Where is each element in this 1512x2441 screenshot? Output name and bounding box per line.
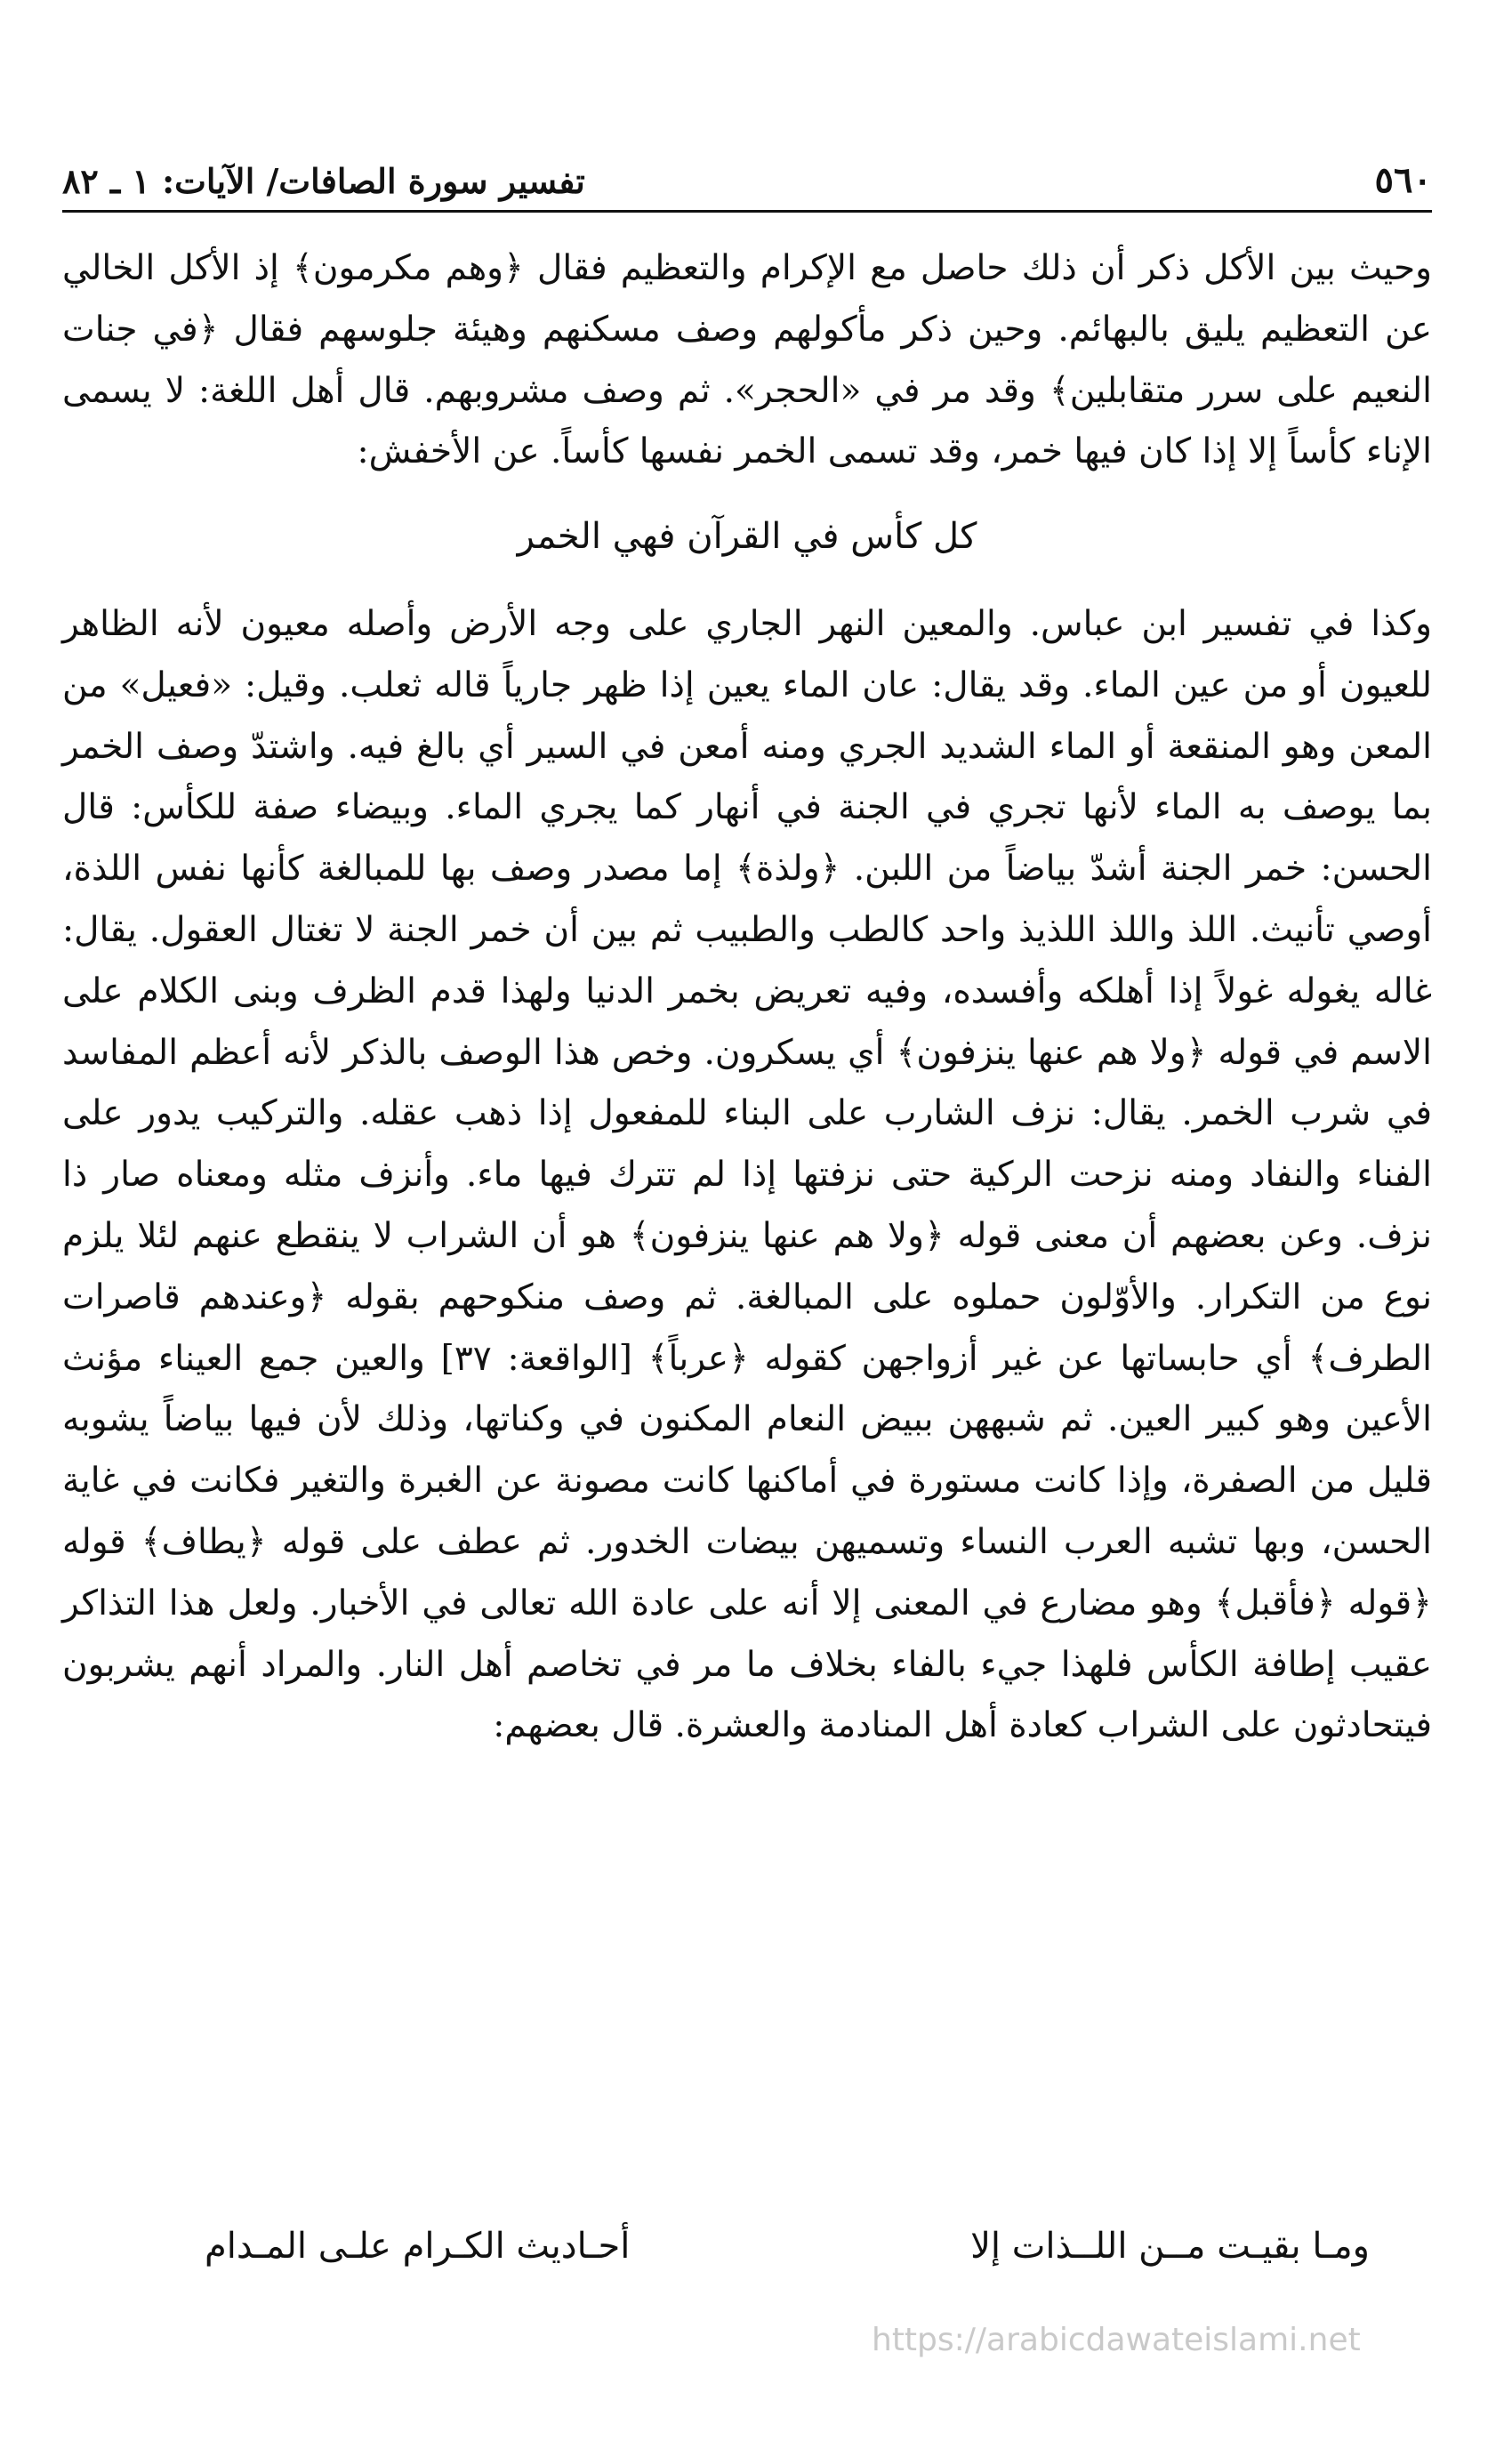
- paragraph-1: وحيث بين الأكل ذكر أن ذلك حاصل مع الإكرام والتعظيم فقال ﴿وهم مكرمون﴾ إذ الأكل الخالي عن التعظيم يليق بالبهائم. وحين ذكر مأكولهم وصف مسكنهم وهيئة جلوسهم فقال ﴿في جنات النعيم على سرر متقابلين﴾ وقد مر في «الحجر». ثم وصف مشروبهم. قال أهل اللغة: لا يسمى الإناء كأساً إلا إذا كان فيها خمر، وقد تسمى الخمر نفسها كأساً. عن الأخفش:: [62, 248, 1432, 472]
- running-title: تفسير سورة الصافات/ الآيات: ١ ـ ٨٢: [62, 161, 585, 201]
- poem-verse: [205, 2215, 1370, 2277]
- poem-hemistich-2: أحـاديث الكـرام علـى المـدام: [205, 2226, 631, 2267]
- watermark-url: https://arabicdawateislami.net: [872, 2322, 1361, 2358]
- page-header: [62, 149, 1432, 201]
- page-number: ٥٦٠: [1374, 159, 1432, 201]
- paragraph-2: وكذا في تفسير ابن عباس. والمعين النهر الجاري على وجه الأرض وأصله معيون لأنه الظاهر للعيون أو من عين الماء. وقد يقال: عان الماء يعين إذا ظهر جارياً قاله ثعلب. وقيل: «فعيل» من المعن وهو المنقعة أو الماء الشديد الجري ومنه أمعن في السير أي بالغ فيه. واشتدّ وصف الخمر بما يوصف به الماء لأنها تجري في الجنة في أنهار كما يجري الماء. وبيضاء صفة للكأس: قال الحسن: خمر الجنة أشدّ بياضاً من اللبن. ﴿ولذة﴾ إما مصدر وصف بها للمبالغة كأنها نفس اللذة، أوصي تأنيث. اللذ واللذ اللذيذ واحد كالطب والطبيب ثم بين أن خمر الجنة لا تغتال العقول. يقال: غاله يغوله غولاً إذا أهلكه وأفسده، وفيه تعريض بخمر الدنيا ولهذا قدم الظرف وبنى الكلام على الاسم في قوله ﴿ولا هم عنها ينزفون﴾ أي يسكرون. وخص هذا الوصف بالذكر لأنه أعظم المفاسد في شرب الخمر. يقال: نزف الشارب على البناء للمفعول إذا ذهب عقله. والتركيب يدور على الفناء والنفاد ومنه نزحت الركية حتى نزفتها إذا لم تترك فيها ماء. وأنزف مثله ومعناه صار ذا نزف. وعن بعضهم أن معنى قوله ﴿ولا هم عنها ينزفون﴾ هو أن الشراب لا ينقطع عنهم لئلا يلزم نوع من التكرار. والأوّلون حملوه على المبالغة. ثم وصف منكوحهم بقوله ﴿وعندهم قاصرات الطرف﴾ أي حابساتها عن غير أزواجهن كقوله ﴿عرباً﴾ [الواقعة: ٣٧] والعين جمع العيناء مؤنث الأعين وهو كبير العين. ثم شبههن ببيض النعام المكنون في وكناتها، وذلك لأن فيها بياضاً يشوبه قليل من الصفرة، وإذا كانت مستورة في أماكنها كانت مصونة عن الغبرة والتغير فكانت في غاية الحسن، وبها تشبه العرب النساء وتسميهن بيضات الخدور. ثم عطف على قوله ﴿يطاف﴾ قوله ﴿قوله ﴿فأقبل﴾ وهو مضارع في المعنى إلا أنه على عادة الله تعالى في الأخبار. ولعل هذا التذاكر عقيب إطافة الكأس فلهذا جيء بالفاء بخلاف ما مر في تخاصم أهل النار. والمراد أنهم يشربون فيتحادثون على الشراب كعادة أهل المنادمة والعشرة. قال بعضهم:: [62, 603, 1432, 1746]
- body-text: [62, 238, 1432, 1757]
- header-rule: [62, 210, 1432, 213]
- poem-hemistich-1: ومـا بقيـت مــن اللــذات إلا: [970, 2226, 1370, 2267]
- quoted-saying: كل كأس في القرآن فهي الخمر: [517, 516, 977, 558]
